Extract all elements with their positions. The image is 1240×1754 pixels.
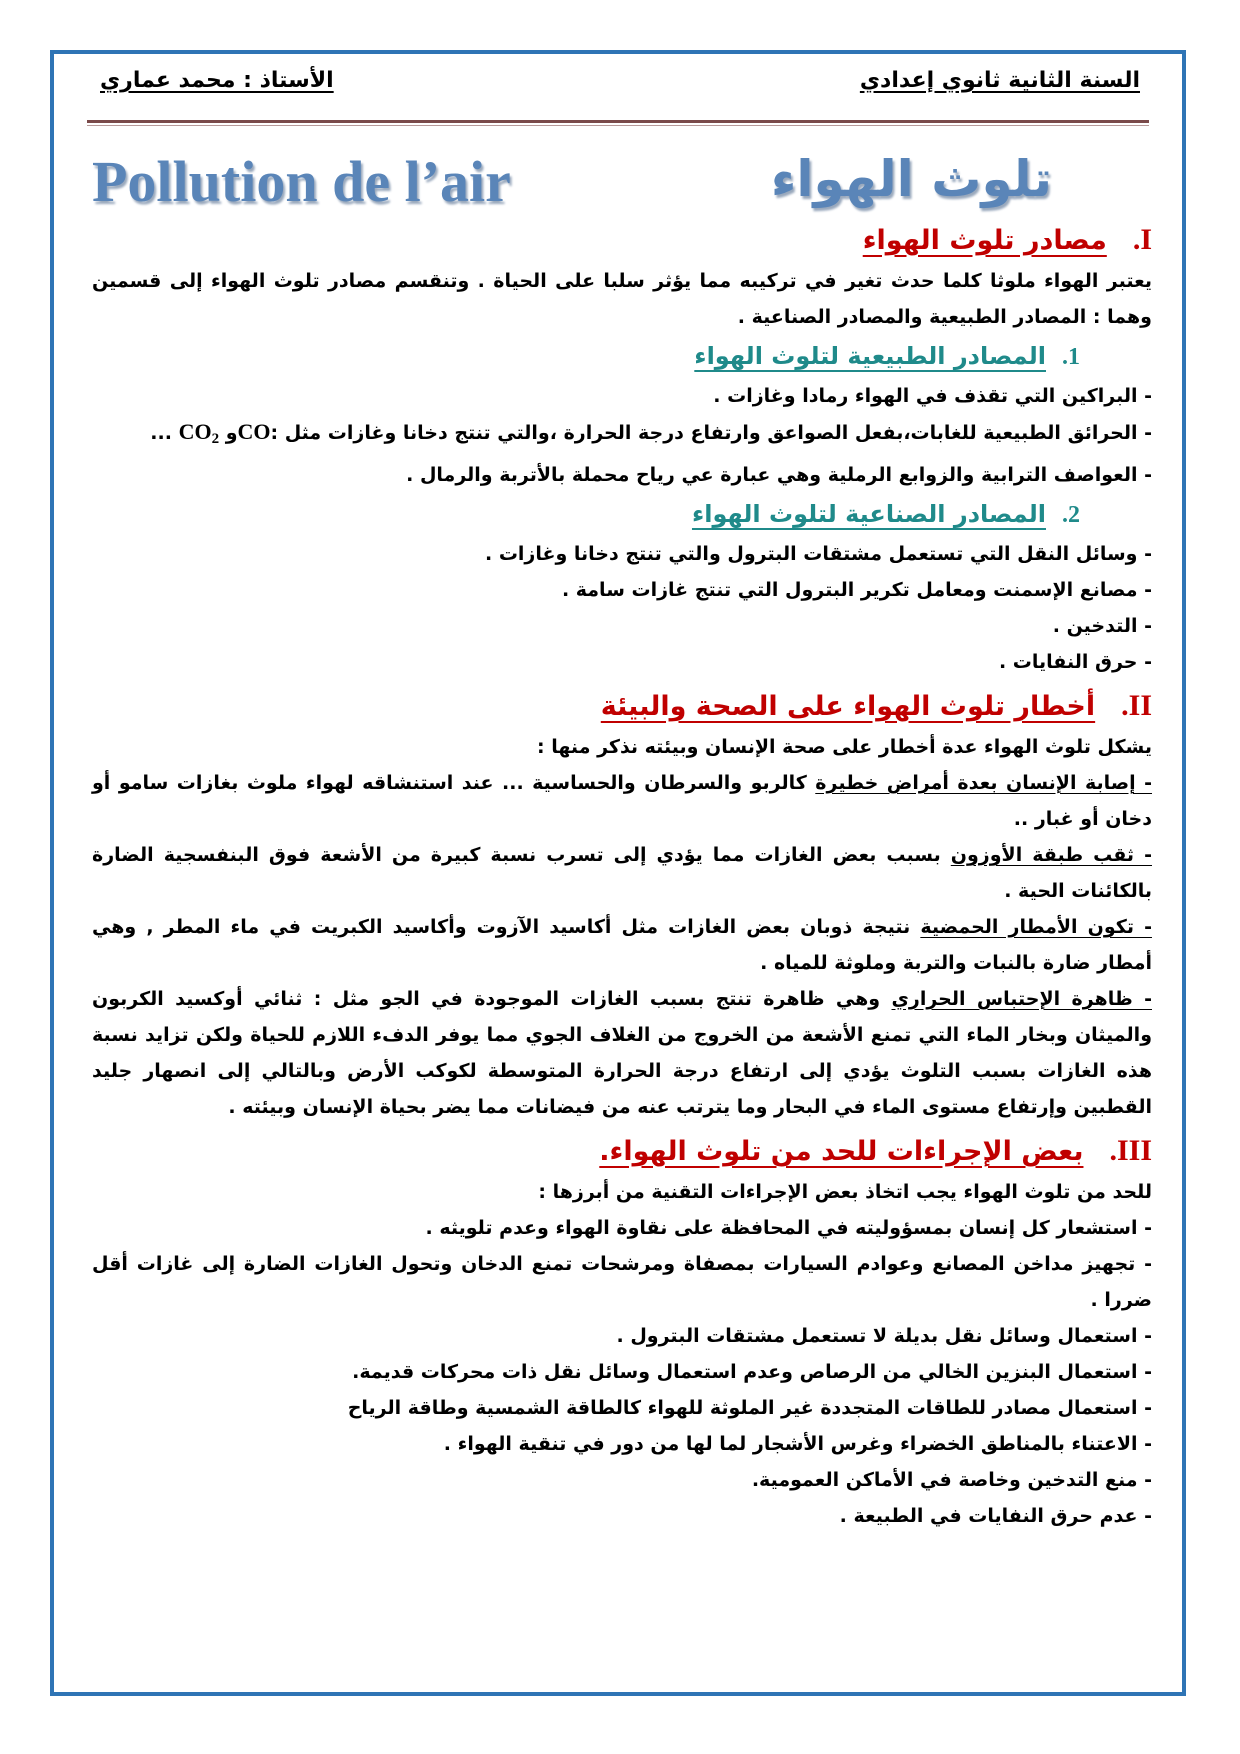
section-1-number: .I	[1132, 223, 1152, 256]
measure-item: - تجهيز مداخن المصانع وعوادم السيارات بمصفاة ومرشحات تمنع الدخان وتحول الغازات الضارة إلى غازات أقل ضررا .	[92, 1253, 1152, 1311]
fires-text: - الحرائق الطبيعية للغابات،بفعل الصواعق وارتفاع درجة الحرارة ،والتي تنتج دخانا وغازات مثل :	[270, 422, 1152, 444]
danger-diseases-text: كالربو والسرطان والحساسية ... عند استنشاقه لهواء ملوث بغازات سامو أو دخان أو غبار ..	[92, 772, 1152, 830]
danger-ozone-text: بسبب بعض الغازات مما يؤدي إلى تسرب نسبة كبيرة من الأشعة فوق البنفسجية الضارة بالكائنات الحية .	[92, 844, 1152, 902]
co-formula: CO	[237, 419, 271, 444]
section-2-title: أخطار تلوث الهواء على الصحة والبيئة	[600, 691, 1096, 722]
title-french: Pollution de l’air	[92, 149, 511, 214]
subsection-2-number: .2	[1062, 502, 1080, 528]
industrial-source-waste-burning: - حرق النفايات .	[998, 651, 1152, 673]
section-3-title: بعض الإجراءات للحد من تلوث الهواء.	[599, 1136, 1084, 1167]
natural-source-volcanoes: - البراكين التي تقذف في الهواء رمادا وغازات .	[713, 385, 1152, 407]
and-word: و	[225, 422, 238, 444]
measure-item: - عدم حرق النفايات في الطبيعة .	[839, 1505, 1152, 1527]
measure-item: - منع التدخين وخاصة في الأماكن العمومية.	[751, 1469, 1152, 1491]
co2-subscript: 2	[211, 431, 220, 447]
subsection-2-heading	[92, 493, 1152, 536]
section-3-intro: للحد من تلوث الهواء يجب اتخاذ بعض الإجراءات التقنية من أبرزها :	[538, 1181, 1152, 1203]
danger-acid-rain-text: نتيجة ذوبان بعض الغازات مثل أكاسيد الآزوت وأكاسيد الكبريت في ماء المطر , وهي أمطار ضارة بالنبات والتربة وملوثة للمياه .	[92, 916, 1152, 974]
danger-ozone-label: - ثقب طبقة الأوزون	[950, 844, 1152, 866]
teacher-header: الأستاذ : محمد عماري	[100, 68, 334, 93]
industrial-source-transport: - وسائل النقل التي تستعمل مشتقات البترول والتي تنتج دخانا وغازات .	[484, 543, 1152, 565]
danger-acid-rain-label: - تكون الأمطار الحمضية	[920, 916, 1152, 938]
fires-ellipsis: ...	[150, 422, 172, 444]
danger-diseases	[92, 765, 1152, 837]
co2-base: CO	[178, 419, 212, 444]
measure-item: - الاعتناء بالمناطق الخضراء وغرس الأشجار لما لها من دور في تنقية الهواء .	[443, 1433, 1152, 1455]
section-1-intro: يعتبر الهواء ملوثا كلما حدث تغير في تركيبه مما يؤثر سلبا على الحياة . وتنقسم مصادر تلوث الهواء إلى قسمين وهما : المصادر الطبيعية والمصادر الصناعية .	[92, 270, 1152, 328]
subsection-1-title: المصادر الطبيعية لتلوث الهواء	[694, 342, 1046, 370]
measure-item: - استعمال البنزين الخالي من الرصاص وعدم استعمال وسائل نقل ذات محركات قديمة.	[352, 1361, 1152, 1383]
industrial-source-smoking: - التدخين .	[1052, 615, 1152, 637]
subsection-2-title: المصادر الصناعية لتلوث الهواء	[691, 500, 1046, 528]
measure-item: - استعمال وسائل نقل بديلة لا تستعمل مشتقات البترول .	[616, 1325, 1152, 1347]
subsection-1-heading	[92, 335, 1152, 378]
industrial-source-factories: - مصانع الإسمنت ومعامل تكرير البترول التي تنتج غازات سامة .	[561, 579, 1152, 601]
section-3-heading	[92, 1129, 1152, 1174]
danger-greenhouse	[92, 981, 1152, 1125]
measure-item: - استشعار كل إنسان بمسؤوليته في المحافظة على نقاوة الهواء وعدم تلويثه .	[425, 1217, 1152, 1239]
header-divider-thin	[87, 125, 1149, 126]
danger-ozone	[92, 837, 1152, 909]
class-level-header: السنة الثانية ثانوي إعدادي	[859, 68, 1140, 93]
section-2-number: .II	[1121, 689, 1152, 722]
section-1-heading	[92, 218, 1152, 263]
section-1-title: مصادر تلوث الهواء	[862, 225, 1107, 256]
section-2-heading	[92, 684, 1152, 729]
co2-formula	[178, 419, 220, 447]
section-3-number: .III	[1109, 1134, 1152, 1167]
header-divider	[87, 120, 1149, 123]
natural-source-storms: - العواصف الترابية والزوابع الرملية وهي عبارة عي رياح محملة بالأتربة والرمال .	[406, 464, 1152, 486]
measure-item: - استعمال مصادر للطاقات المتجددة غير الملوثة للهواء كالطاقة الشمسية وطاقة الرياح	[347, 1397, 1152, 1419]
title-arabic: تلوث الهواء	[770, 150, 1052, 208]
danger-greenhouse-label: - ظاهرة الإحتباس الحراري	[891, 988, 1152, 1010]
natural-source-fires	[92, 414, 1152, 457]
danger-diseases-label: - إصابة الإنسان بعدة أمراض خطيرة	[815, 772, 1152, 794]
subsection-1-number: .1	[1062, 344, 1080, 370]
danger-greenhouse-text: وهي ظاهرة تنتج بسبب الغازات الموجودة في الجو مثل : ثنائي أوكسيد الكربون والميثان وبخار الماء التي تمنع الأشعة من الخروج من الغلاف الجوي مما يوفر الدفء اللازم للحياة ولكن تزايد نسبة هذه الغازات بسبب التلوث يؤدي إلى ارتفاع درجة الحرارة المتوسطة لكوكب الأرض وبالتالي إلى انصهار جليد القطبين وإرتفاع مستوى الماء في البحار وما يترتب عنه من فيضانات مما يضر بحياة الإنسان وبيئته .	[92, 988, 1152, 1118]
document-body	[92, 218, 1152, 1534]
section-2-intro: يشكل تلوث الهواء عدة أخطار على صحة الإنسان وبيئته نذكر منها :	[537, 736, 1152, 758]
danger-acid-rain	[92, 909, 1152, 981]
